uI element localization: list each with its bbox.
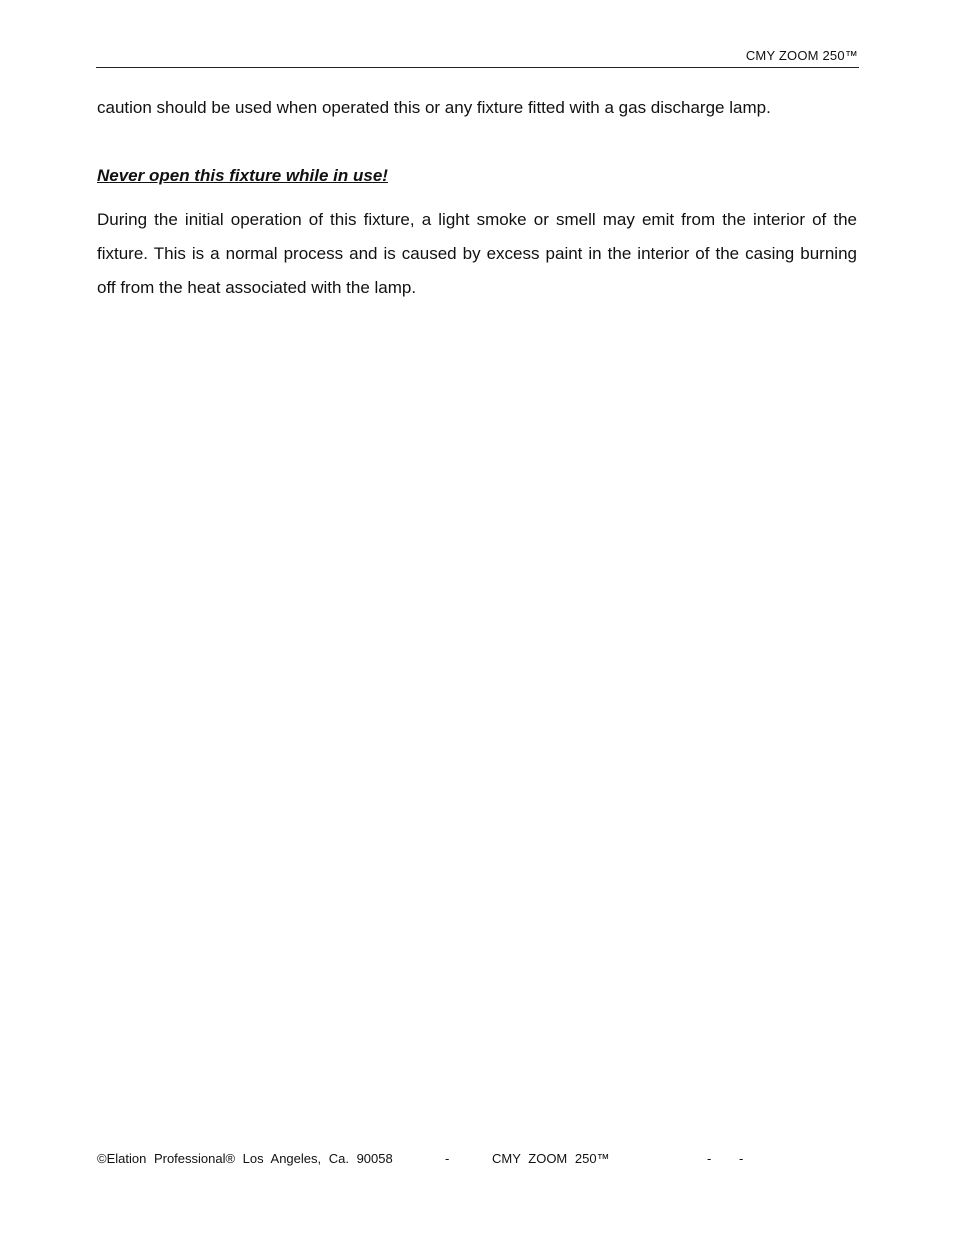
header-divider — [96, 67, 859, 68]
warning-heading: Never open this fixture while in use! — [97, 166, 388, 185]
body-paragraph: During the initial operation of this fixture, a light smoke or smell may emit from the interior of the fixture. This is a normal process and is caused by excess paint in the interior of the casing burning off from the heat associated with the lamp. — [97, 210, 857, 297]
footer-product-name: CMY ZOOM 250™ — [492, 1151, 610, 1166]
footer-copyright: ©Elation Professional® Los Angeles, Ca. 90058 — [97, 1151, 393, 1166]
intro-text: caution should be used when operated this or any fixture fitted with a gas discharge lamp. — [97, 98, 771, 117]
footer-separator: - — [445, 1151, 450, 1166]
footer-separator: - — [739, 1151, 744, 1166]
footer-separator: - — [707, 1151, 712, 1166]
header-title: CMY ZOOM 250™ — [745, 48, 858, 63]
